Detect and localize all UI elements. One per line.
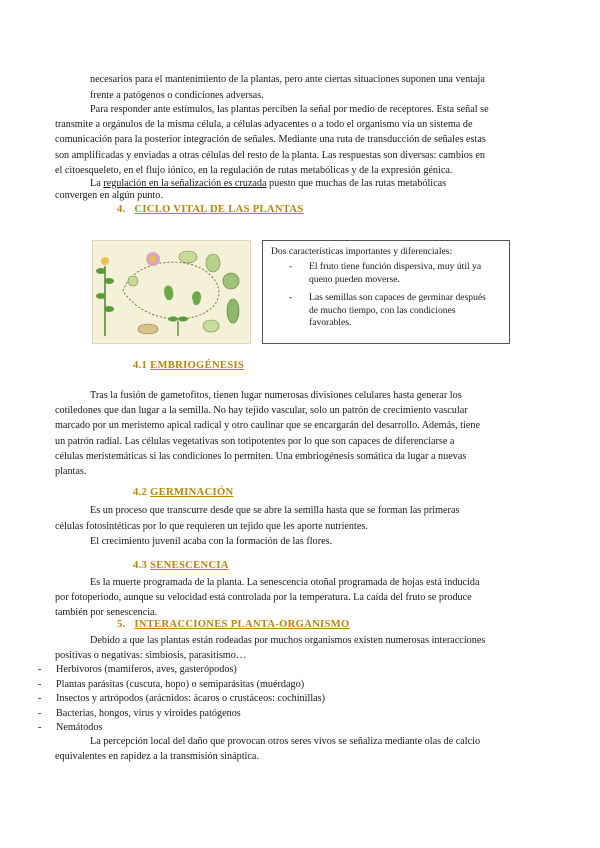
characteristic-line: Las semillas son capaces de germinar después <box>309 292 486 303</box>
signal-line-3: comunicación para la posterior integración de señales. Mediante una ruta de transducción de señales estas <box>55 134 486 146</box>
crossed-line-2: convergen en algún punto. <box>55 190 163 201</box>
section-5-heading <box>117 619 350 630</box>
section-5-number: 5. <box>117 619 126 630</box>
plant-life-cycle-diagram-icon <box>93 241 250 343</box>
germination-paragraph <box>55 503 545 550</box>
section-5-title: INTERACCIONES PLANTA-ORGANISMO <box>134 619 350 630</box>
characteristic-dash: - <box>289 292 293 303</box>
characteristic-item <box>263 261 503 286</box>
germination-line-3: El crecimiento juvenil acaba con la formación de las flores. <box>90 536 333 547</box>
senescence-line-1: Es la muerte programada de la planta. La senescencia otoñal programada de hojas está inducida <box>90 577 480 588</box>
signal-paragraph <box>55 102 545 178</box>
embryogenesis-paragraph <box>55 388 545 479</box>
list-item: - Insectos y artrópodos (arácnidos: ácaros o crustáceos: cochinillas) <box>38 693 326 704</box>
characteristics-intro: Dos características importantes y diferenciales: <box>271 246 453 257</box>
crossed-prefix: La <box>90 178 104 189</box>
characteristic-line: queno pueden moverse. <box>309 273 400 285</box>
list-item: - Bacterias, hongos, virus y viroides patógenos <box>38 707 241 719</box>
list-item: - Plantas parásitas (cuscuta, hopo) o semiparásitas (muérdago) <box>38 678 305 690</box>
characteristics-box <box>262 240 510 344</box>
germination-line-2: células fotosintéticas por lo que requieren un tejido que les aporte nutrientes. <box>55 520 368 532</box>
characteristic-line: de mucho tiempo, con las condiciones <box>309 304 456 316</box>
senescence-line-3: también por senescencia. <box>55 607 158 619</box>
embryo-line-2: cotiledones que dan lugar a la semilla. No hay tejido vascular, solo un patrón de crecimiento vascular <box>55 405 468 417</box>
characteristic-line: El fruto tiene función dispersiva, muy útil ya <box>309 261 482 272</box>
signal-line-5: el citoesqueleto, en el flujo iónico, en la regulación de rutas metabólicas y de la expresión génica. <box>55 164 453 176</box>
crossed-suffix: puesto que muchas de las rutas metabólicas <box>266 178 447 189</box>
section-4-1-title: EMBRIOGÉNESIS <box>150 360 245 371</box>
section-4-2-title: GERMINACIÓN <box>150 487 234 498</box>
germination-line-1: Es un proceso que transcurre desde que se abre la semilla hasta que se forman las primeras <box>90 505 460 516</box>
interactions-paragraph <box>55 633 545 663</box>
plant-life-cycle-figure <box>92 240 251 344</box>
interactions-line-2: positivas o negativas: simbiosis, parasitismo… <box>55 650 247 661</box>
crossed-underlined: regulación en la señalización es cruzada <box>103 178 267 189</box>
characteristic-line: favorables. <box>309 317 352 328</box>
section-4-heading <box>117 204 304 215</box>
intro-paragraph <box>90 72 520 103</box>
embryo-line-1: Tras la fusión de gametofitos, tienen lugar numerosas divisiones celulares hasta generar los <box>90 390 462 401</box>
characteristics-list <box>263 261 503 336</box>
interactions-line-1: Debido a que las plantas están rodeadas por muchos organismos existen numerosas interacciones <box>90 635 486 646</box>
embryo-line-3: marcado por un meristemo apical radical y otro caulinar que se encargarán del desarrollo. Además, tiene <box>55 420 480 432</box>
section-4-number: 4. <box>117 204 126 215</box>
intro-line-2: frente a patógenos o condiciones adversas. <box>90 89 264 101</box>
senescence-line-2: por fotoperiodo, aunque su velocidad está controlada por la temperatura. La caída del fruto se produce <box>55 592 472 604</box>
signal-line-1: Para responder ante estímulos, las plantas perciben la señal por medio de receptores. Esta señal se <box>90 104 489 115</box>
section-4-title: CICLO VITAL DE LAS PLANTAS <box>134 204 304 215</box>
section-4-2-heading <box>133 487 233 498</box>
senescence-paragraph <box>55 575 545 621</box>
section-4-3-title: SENESCENCIA <box>150 560 229 571</box>
list-item: - Herbívoros (mamíferos, aves, gasterópodos) <box>38 664 237 675</box>
characteristic-dash: - <box>289 261 293 272</box>
section-4-1-number: 4.1 <box>133 360 148 371</box>
signal-line-2: transmite a orgánulos de la misma célula, a células adyacentes o a todo el organismo vía un sistema de <box>55 119 473 131</box>
list-item: - Nemátodos <box>38 722 103 733</box>
organism-list <box>38 663 558 736</box>
calcium-line-2: equivalentes en rapidez a la transmisión sináptica. <box>55 751 259 762</box>
calcium-line-1: La percepción local del daño que provocan otros seres vivos se señaliza mediante olas de calcio <box>90 736 481 747</box>
section-4-3-number: 4.3 <box>133 560 148 571</box>
signal-line-4: son amplificadas y enviadas a otras células del resto de la planta. Las respuestas son diversas: cambios en <box>55 149 486 161</box>
section-4-3-heading <box>133 560 229 571</box>
embryo-line-5: células meristemáticas si las condiciones lo permiten. Una embriogénesis somática da lugar a nuevas <box>55 450 467 462</box>
calcium-paragraph <box>55 734 545 764</box>
section-4-2-number: 4.2 <box>133 487 148 498</box>
embryo-line-6: plantas. <box>55 466 87 478</box>
embryo-line-4: un patrón radial. Las células vegetativas son totipotentes por lo que son capaces de diferenciarse a <box>55 435 455 447</box>
crossed-regulation-paragraph <box>55 178 545 202</box>
characteristic-item <box>263 292 503 330</box>
section-4-1-heading <box>133 360 244 371</box>
intro-line-1: necesarios para el mantenimiento de la plantas, pero ante ciertas situaciones suponen una ventaja <box>90 74 485 85</box>
